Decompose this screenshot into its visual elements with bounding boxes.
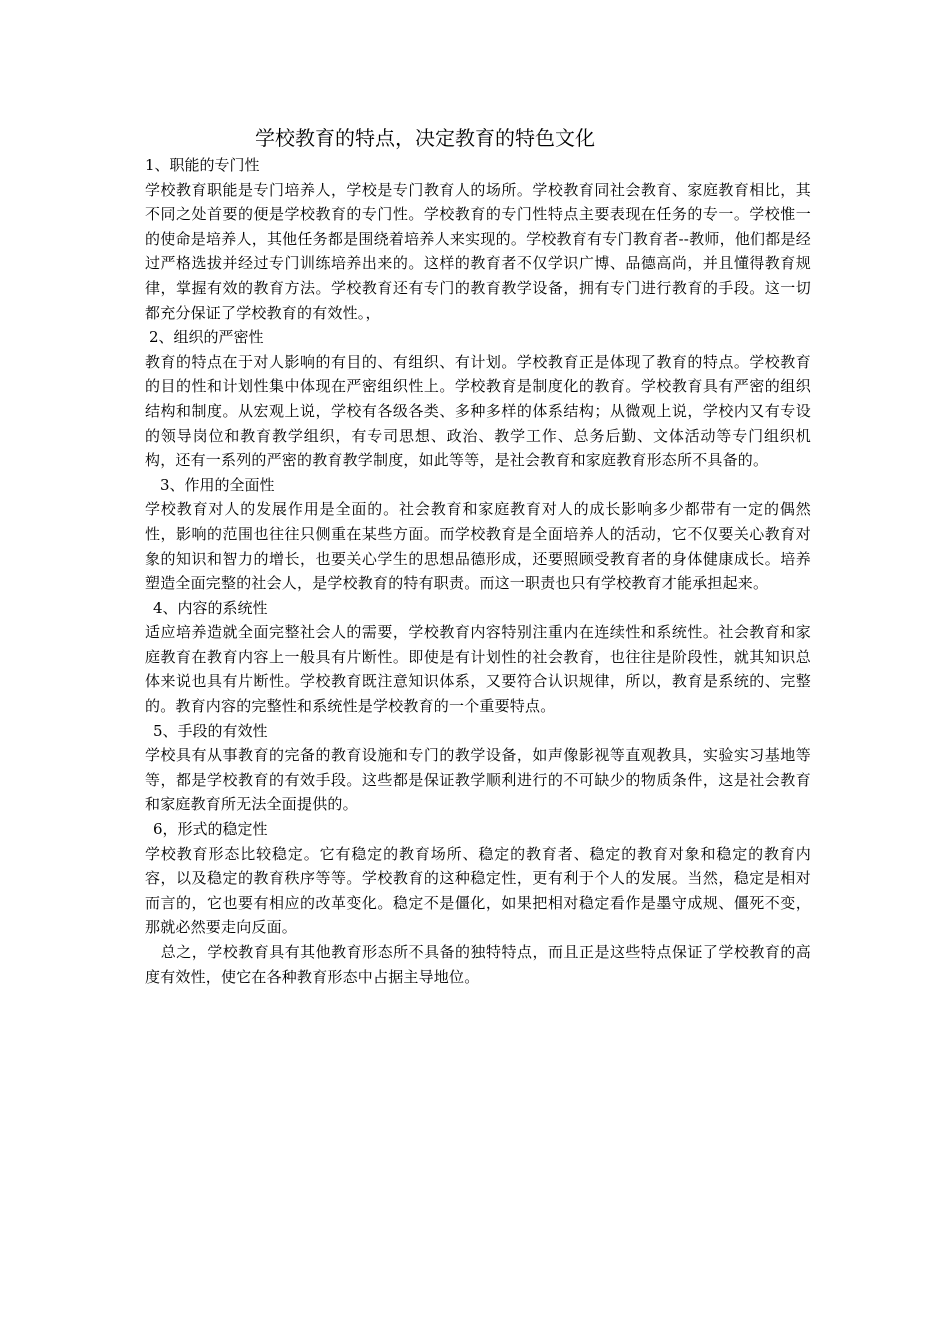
section-paragraph-4: 适应培养造就全面完整社会人的需要，学校教育内容特别注重内在连续性和系统性。社会教育和家庭教育在教育内容上一般具有片断性。即使是有计划性的社会教育，也往往是阶段性，就其知识总体来说也具有片断性。学校教育既注意知识体系，又要符合认识规律，所以，教育是系统的、完整的。教育内容的完整性和系统性是学校教育的一个重要特点。 <box>145 623 811 716</box>
section-heading-3: 3、作用的全面性 <box>160 475 275 494</box>
section-heading-1: 1、职能的专门性 <box>145 156 260 174</box>
section-paragraph-6: 学校教育形态比较稳定。它有稳定的教育场所、稳定的教育者、稳定的教育对象和稳定的教育内容，以及稳定的教育秩序等等。学校教育的这种稳定性，更有利于个人的发展。当然，稳定是相对而言的，它也要有相应的改革变化。稳定不是僵化，如果把相对稳定看作是墨守成规、僵死不变，那就必然要走向反面。 <box>145 844 811 937</box>
section-heading-5: 5、手段的有效性 <box>153 721 268 740</box>
section-heading-2: 2、组织的严密性 <box>149 328 264 347</box>
section-paragraph-1: 学校教育职能是专门培养人，学校是专门教育人的场所。学校教育同社会教育、家庭教育相比，其不同之处首要的便是学校教育的专门性。学校教育的专门性特点主要表现在任务的专一。学校惟一的使命是培养人，其他任务都是围绕着培养人来实现的。学校教育有专门教育者--教师，他们都是经过严格选拔并经过专门训练培养出来的。这样的教育者不仅学识广博、品德高尚，并且懂得教育规律，掌握有效的教育方法。学校教育还有专门的教育教学设备，拥有专门进行教育的手段。这一切都充分保证了学校教育的有效性。， <box>145 180 811 322</box>
section-heading-4: 4、内容的系统性 <box>153 598 268 617</box>
section-paragraph-2: 教育的特点在于对人影响的有目的、有组织、有计划。学校教育正是体现了教育的特点。学校教育的目的性和计划性集中体现在严密组织性上。学校教育是制度化的教育。学校教育具有严密的组织结构和制度。从宏观上说，学校有各级各类、多种多样的体系结构；从微观上说，学校内又有专设的领导岗位和教育教学组织，有专司思想、政治、教学工作、总务后勤、文体活动等专门组织机构，还有一系列的严密的教育教学制度，如此等等，是社会教育和家庭教育形态所不具备的。 <box>145 352 811 470</box>
document-title: 学校教育的特点，决定教育的特色文化 <box>255 126 595 150</box>
section-paragraph-3: 学校教育对人的发展作用是全面的。社会教育和家庭教育对人的成长影响多少都带有一定的偶然性，影响的范围也往往只侧重在某些方面。而学校教育是全面培养人的活动，它不仅要关心教育对象的知识和智力的增长，也要关心学生的思想品德形成，还要照顾受教育者的身体健康成长。培养塑造全面完整的社会人，是学校教育的特有职责。而这一职责也只有学校教育才能承担起来。 <box>145 500 811 593</box>
document-body <box>145 123 811 989</box>
section-paragraph-5: 学校具有从事教育的完备的教育设施和专门的教学设备，如声像影视等直观教具，实验实习基地等等，都是学校教育的有效手段。这些都是保证教学顺利进行的不可缺少的物质条件，这是社会教育和家庭教育所无法全面提供的。 <box>145 746 811 814</box>
conclusion-paragraph: 总之，学校教育具有其他教育形态所不具备的独特特点，而且正是这些特点保证了学校教育的高度有效性，使它在各种教育形态中占据主导地位。 <box>145 943 812 986</box>
section-heading-6: 6，形式的稳定性 <box>153 820 268 839</box>
